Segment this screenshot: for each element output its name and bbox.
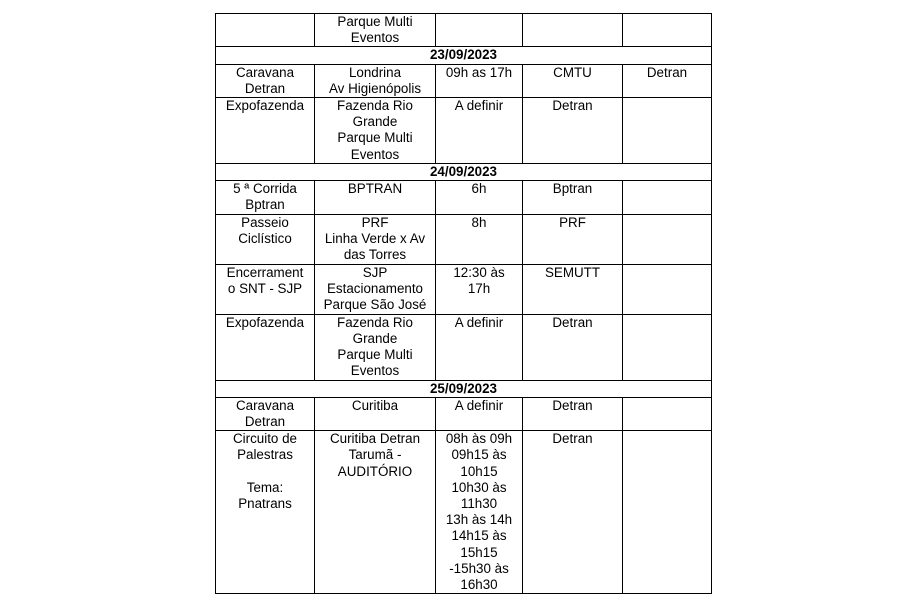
cell-text-line <box>218 464 312 480</box>
organizer-cell <box>523 397 623 430</box>
cell-text-line: Detran <box>552 431 593 447</box>
event-row <box>216 314 712 380</box>
event-row <box>216 98 712 164</box>
cell-text-line: Tema: <box>246 479 284 495</box>
location-cell <box>315 214 436 264</box>
cell-text-line: PRF <box>559 214 586 230</box>
cell-text-line: Londrina <box>348 64 402 80</box>
time-cell <box>436 431 523 594</box>
date-header-cell: 25/09/2023 <box>216 380 712 397</box>
cell-text-line: Eventos <box>350 146 400 162</box>
cell-text-line: Parque Multi <box>337 347 413 363</box>
time-cell <box>436 314 523 380</box>
event-row <box>216 14 712 47</box>
event-name-cell <box>216 314 315 380</box>
event-row <box>216 214 712 264</box>
cell-text-line: Grande <box>352 114 398 130</box>
time-cell <box>436 14 523 47</box>
location-cell <box>315 431 436 594</box>
document-page <box>215 13 712 594</box>
partner-cell <box>623 431 712 594</box>
cell-text-line: Bptran <box>552 181 593 197</box>
cell-text-line: PRF <box>361 214 389 230</box>
cell-text-line: Parque Multi <box>337 130 413 146</box>
partner-cell <box>623 64 712 97</box>
cell-text-line: 5 ª Corrida <box>233 181 297 197</box>
cell-text-line: 8h <box>471 214 487 230</box>
time-cell <box>436 264 523 314</box>
location-cell <box>315 64 436 97</box>
cell-text-line: A definir <box>454 397 504 413</box>
location-cell <box>315 314 436 380</box>
event-name-cell <box>216 181 315 214</box>
cell-text-line: Fazenda Rio <box>337 98 413 114</box>
organizer-cell <box>523 181 623 214</box>
events-schedule-table <box>215 13 712 594</box>
event-row <box>216 397 712 430</box>
cell-text-line: Curitiba Detran <box>329 431 421 447</box>
event-name-cell <box>216 98 315 164</box>
organizer-cell <box>523 431 623 594</box>
cell-text-line: Expofazenda <box>225 98 305 114</box>
cell-text-line: 14h15 às <box>451 528 507 544</box>
cell-text-line: Encerrament <box>226 264 304 280</box>
cell-text-line: Detran <box>244 80 286 96</box>
time-cell <box>436 397 523 430</box>
events-table-body <box>216 14 712 594</box>
partner-cell <box>623 397 712 430</box>
date-header-cell: 23/09/2023 <box>216 47 712 64</box>
cell-text-line: A definir <box>454 98 504 114</box>
location-cell <box>315 98 436 164</box>
cell-text-line: Estacionamento <box>326 280 424 296</box>
cell-text-line: 12:30 às <box>453 264 505 280</box>
cell-text-line: Bptran <box>245 197 285 213</box>
cell-text-line: 16h30 <box>460 577 498 593</box>
cell-text-line: BPTRAN <box>347 181 403 197</box>
time-cell <box>436 98 523 164</box>
cell-text-line: Detran <box>244 414 286 430</box>
cell-text-line: Pnatrans <box>238 496 292 512</box>
event-name-cell <box>216 397 315 430</box>
cell-text-line: SJP <box>362 264 388 280</box>
time-cell <box>436 214 523 264</box>
organizer-cell <box>523 314 623 380</box>
organizer-cell <box>523 14 623 47</box>
date-header-row <box>216 47 712 64</box>
organizer-cell <box>523 64 623 97</box>
cell-text-line: 6h <box>471 181 487 197</box>
cell-text-line: Caravana <box>235 397 295 413</box>
partner-cell <box>623 14 712 47</box>
cell-text-line: 15h15 <box>460 544 498 560</box>
cell-text-line: Ciclístico <box>238 230 292 246</box>
cell-text-line: Linha Verde x Av <box>324 230 426 246</box>
cell-text-line: 09h15 às <box>451 447 507 463</box>
cell-text-line: 11h30 <box>460 496 498 512</box>
event-name-cell <box>216 264 315 314</box>
partner-cell <box>623 264 712 314</box>
partner-cell <box>623 181 712 214</box>
date-header-row <box>216 380 712 397</box>
cell-text-line: Fazenda Rio <box>337 314 413 330</box>
cell-text-line: Detran <box>552 397 593 413</box>
location-cell <box>315 397 436 430</box>
cell-text-line: o SNT - SJP <box>227 280 303 296</box>
date-header-row <box>216 164 712 181</box>
event-name-cell <box>216 64 315 97</box>
cell-text-line: Curitiba <box>351 397 399 413</box>
organizer-cell <box>523 98 623 164</box>
partner-cell <box>623 314 712 380</box>
cell-text-line: AUDITÓRIO <box>337 463 413 479</box>
cell-text-line: 09h as 17h <box>445 64 513 80</box>
cell-text-line: Detran <box>646 64 688 80</box>
cell-text-line: 13h às 14h <box>445 512 513 528</box>
cell-text-line: 10h30 às <box>451 479 507 495</box>
cell-text-line: Expofazenda <box>225 314 305 330</box>
cell-text-line: Circuito de <box>232 431 297 447</box>
partner-cell <box>623 98 712 164</box>
event-name-cell <box>216 214 315 264</box>
event-row <box>216 64 712 97</box>
cell-text-line: 08h às 09h <box>445 431 513 447</box>
event-name-cell <box>216 14 315 47</box>
cell-text-line: 10h15 <box>460 463 498 479</box>
cell-text-line: Caravana <box>235 64 295 80</box>
cell-text-line: Tarumã - <box>348 447 402 463</box>
cell-text-line: Detran <box>552 98 593 114</box>
cell-text-line: CMTU <box>553 64 592 80</box>
event-row <box>216 264 712 314</box>
cell-text-line: SEMUTT <box>544 264 601 280</box>
cell-text-line: -15h30 às <box>449 560 509 576</box>
cell-text-line: Grande <box>352 330 398 346</box>
cell-text-line: Palestras <box>237 447 293 463</box>
cell-text-line: das Torres <box>343 247 407 263</box>
cell-text-line: Detran <box>552 314 593 330</box>
cell-text-line: Parque São José <box>323 297 427 313</box>
time-cell <box>436 64 523 97</box>
organizer-cell <box>523 214 623 264</box>
cell-text-line: Eventos <box>350 30 400 46</box>
date-header-cell: 24/09/2023 <box>216 164 712 181</box>
event-row <box>216 431 712 594</box>
cell-text-line: A definir <box>454 314 504 330</box>
event-row <box>216 181 712 214</box>
location-cell <box>315 264 436 314</box>
location-cell <box>315 181 436 214</box>
cell-text-line: Passeio <box>241 214 289 230</box>
location-cell <box>315 14 436 47</box>
cell-text-line: Av Higienópolis <box>328 80 422 96</box>
cell-text-line: 17h <box>467 280 491 296</box>
cell-text-line: Eventos <box>350 363 400 379</box>
partner-cell <box>623 214 712 264</box>
organizer-cell <box>523 264 623 314</box>
time-cell <box>436 181 523 214</box>
cell-text-line: Parque Multi <box>337 14 413 29</box>
event-name-cell <box>216 431 315 594</box>
